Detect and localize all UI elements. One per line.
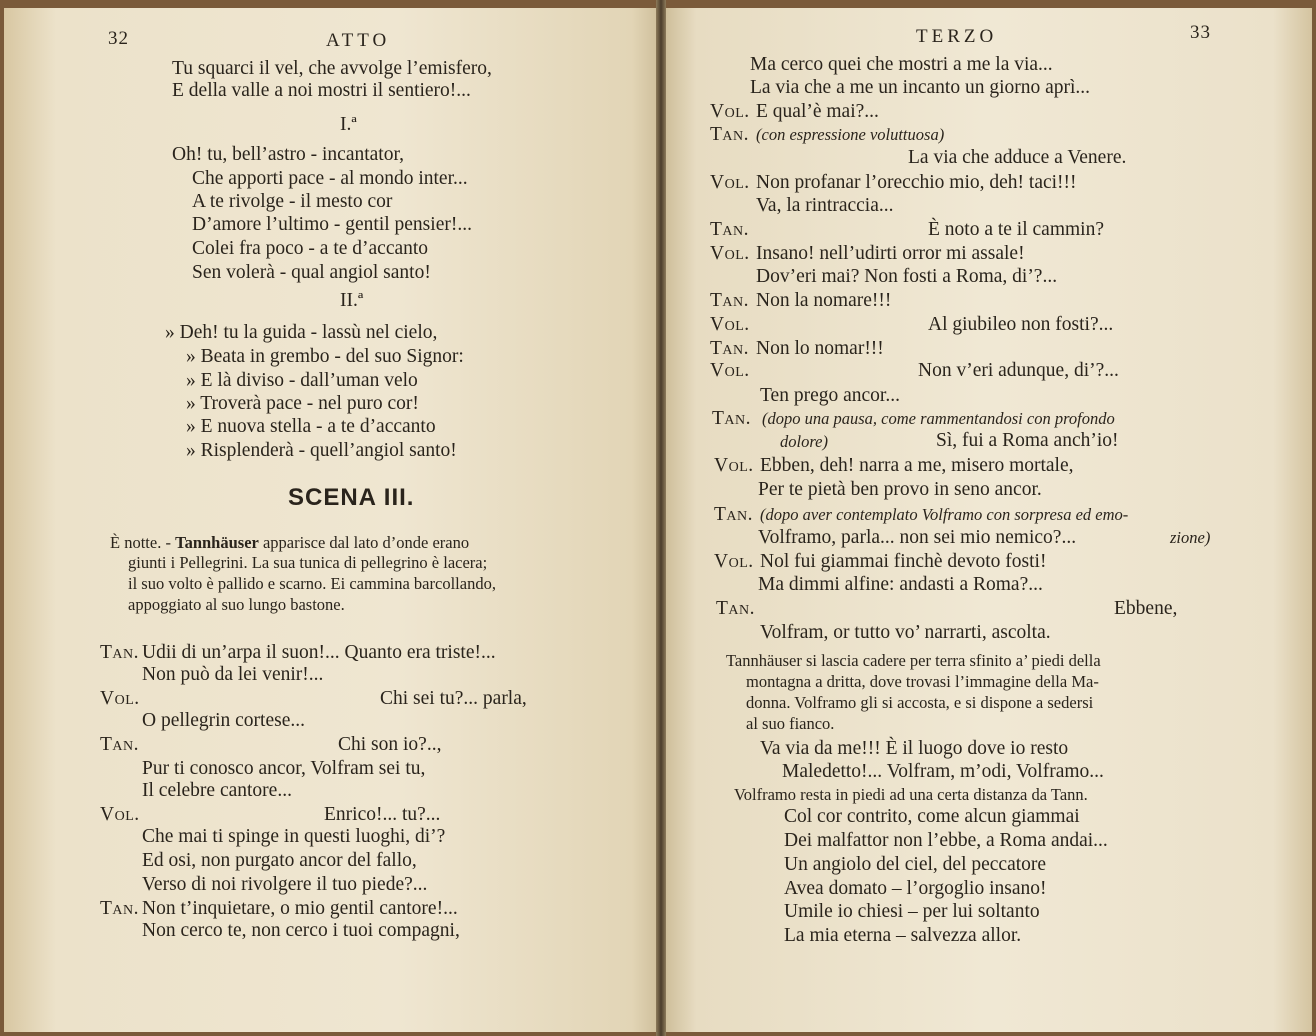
right-page-number: 33 <box>1190 22 1211 43</box>
verse-line: Oh! tu, bell’astro - incantator, <box>172 144 405 165</box>
dialogue-line: Per te pietà ben provo in seno ancor. <box>758 479 1042 500</box>
dialogue-line: La via che adduce a Venere. <box>908 147 1127 168</box>
dialogue-line: Volframo, parla... non sei mio nemico?... <box>758 527 1077 548</box>
right-stage-direction-2: Volframo resta in piedi ad una certa distanza da Tann. <box>734 785 1088 804</box>
verse-line: » Deh! tu la guida - lassù nel cielo, <box>165 322 438 343</box>
stage-direction-line: appoggiato al suo lungo bastone. <box>128 595 345 614</box>
dialogue-line: Nol fui giammai finchè devoto fosti! <box>760 551 1047 572</box>
verse-line: Colei fra poco - a te d’accanto <box>192 238 429 259</box>
dialogue-line: Non v’eri adunque, di’?... <box>918 360 1119 381</box>
verse-line: » Beata in grembo - del suo Signor: <box>186 346 464 367</box>
speaker-label: Tan. <box>100 734 140 755</box>
speaker-label: Vol. <box>714 551 754 572</box>
verse-line: Dei malfattor non l’ebbe, a Roma andai... <box>784 830 1108 851</box>
speaker-label: Tan. <box>716 598 756 619</box>
right-running-head: TERZO <box>916 26 998 47</box>
dialogue-line: Va, la rintraccia... <box>756 195 894 216</box>
stage-direction-line: dolore) <box>780 432 828 451</box>
stage-direction-line: montagna a dritta, dove trovasi l’immagine della Ma- <box>746 672 1099 691</box>
dialogue-line: Non lo nomar!!! <box>756 338 884 359</box>
speaker-label: Tan. <box>712 408 752 429</box>
verse-line: Col cor contrito, come alcun giammai <box>784 806 1080 827</box>
speaker-label: Vol. <box>710 360 750 381</box>
dialogue-line: Insano! nell’udirti orror mi assale! <box>756 243 1025 264</box>
dialogue-line: Ed osi, non purgato ancor del fallo, <box>142 850 417 871</box>
dialogue-line: Dov’eri mai? Non fosti a Roma, di’?... <box>756 266 1058 287</box>
speaker-label: Tan. <box>100 642 140 663</box>
dialogue-line: Non cerco te, non cerco i tuoi compagni, <box>142 920 460 941</box>
dialogue-line: Udii di un’arpa il suon!... Quanto era triste!... <box>142 642 496 663</box>
stage-direction-line: zione) <box>1170 528 1211 547</box>
speaker-label: Vol. <box>710 314 750 335</box>
verse-line: » Risplenderà - quell’angiol santo! <box>186 440 457 461</box>
speaker-label: Vol. <box>714 455 754 476</box>
verse-line: Umile io chiesi – per lui soltanto <box>784 901 1040 922</box>
dialogue-line: Ma dimmi alfine: andasti a Roma?... <box>758 574 1043 595</box>
stage-direction-line: il suo volto è pallido e scarno. Ei cammina barcollando, <box>128 574 496 593</box>
dialogue-line: Non la nomare!!! <box>756 290 892 311</box>
dialogue-line: Pur ti conosco ancor, Volfram sei tu, <box>142 758 426 779</box>
dialogue-line: Al giubileo non fosti?... <box>928 314 1114 335</box>
left-running-head: ATTO <box>326 30 391 51</box>
dialogue-line: Il celebre cantore... <box>142 780 292 801</box>
stage-direction-line: giunti i Pellegrini. La sua tunica di pellegrino è lacera; <box>128 553 488 572</box>
book-gutter <box>656 0 666 1036</box>
verse-line: A te rivolge - il mesto cor <box>192 191 393 212</box>
stage-direction-line: al suo fianco. <box>746 714 835 733</box>
speaker-label: Vol. <box>710 101 750 122</box>
speaker-label: Tan. <box>100 898 140 919</box>
speaker-label: Tan. <box>710 338 750 359</box>
verse-line: E della valle a noi mostri il sentiero!... <box>172 80 471 101</box>
speaker-label: Vol. <box>710 243 750 264</box>
scene-heading: SCENA III. <box>288 484 415 511</box>
dialogue-line: Enrico!... tu?... <box>324 804 441 825</box>
stage-direction-line: È notte. - Tannhäuser apparisce dal lato d’onde erano <box>110 533 470 552</box>
character-name: Tannhäuser <box>175 533 259 552</box>
left-page-number: 32 <box>108 28 129 49</box>
speaker-label: Vol. <box>710 172 750 193</box>
verse-line: D’amore l’ultimo - gentil pensier!... <box>192 214 472 235</box>
dialogue-line: Che mai ti spinge in questi luoghi, di’? <box>142 826 446 847</box>
dialogue-line: Sì, fui a Roma anch’io! <box>936 430 1119 451</box>
speaker-label: Vol. <box>100 804 140 825</box>
stage-direction-line: (dopo una pausa, come rammentandosi con profondo <box>762 409 1115 428</box>
dialogue-line: La via che a me un incanto un giorno aprì... <box>750 77 1091 98</box>
speaker-label: Tan. <box>714 504 754 525</box>
dialogue-line: Ebben, deh! narra a me, misero mortale, <box>760 455 1074 476</box>
dialogue-line: Ten prego ancor... <box>760 385 900 406</box>
stage-direction-line: Tannhäuser si lascia cadere per terra sfinito a’ piedi della <box>726 651 1101 670</box>
dialogue-line: Ma cerco quei che mostri a me la via... <box>750 54 1053 75</box>
speaker-label: Tan. <box>710 219 750 240</box>
dialogue-line: Chi son io?.., <box>338 734 442 755</box>
verse-line: Sen volerà - qual angiol santo! <box>192 262 431 283</box>
dialogue-line: Ebbene, <box>1114 598 1178 619</box>
verse-line: Va via da me!!! È il luogo dove io resto <box>760 738 1069 759</box>
dialogue-line: E qual’è mai?... <box>756 101 879 122</box>
dialogue-line: O pellegrin cortese... <box>142 710 305 731</box>
verse-line: II.ª <box>340 290 364 311</box>
verse-line: Tu squarci il vel, che avvolge l’emisfero, <box>172 58 492 79</box>
stage-direction-line: (dopo aver contemplato Volframo con sorpresa ed emo- <box>760 505 1129 524</box>
stage-direction-line: donna. Volframo gli si accosta, e si dispone a sedersi <box>746 693 1094 712</box>
dialogue-line: Non può da lei venir!... <box>142 664 324 685</box>
stage-direction-line: (con espressione voluttuosa) <box>756 125 945 144</box>
dialogue-line: Volfram, or tutto vo’ narrarti, ascolta. <box>760 622 1051 643</box>
dialogue-line: Verso di noi rivolgere il tuo piede?... <box>142 874 428 895</box>
verse-line: Che apporti pace - al mondo inter... <box>192 168 468 189</box>
verse-line: La mia eterna – salvezza allor. <box>784 925 1022 946</box>
speaker-label: Vol. <box>100 688 140 709</box>
verse-line: » E là diviso - dall’uman velo <box>186 370 418 391</box>
dialogue-line: È noto a te il cammin? <box>928 219 1104 240</box>
dialogue-line: Non t’inquietare, o mio gentil cantore!... <box>142 898 458 919</box>
verse-line: Un angiolo del ciel, del peccatore <box>784 854 1047 875</box>
verse-line: » E nuova stella - a te d’accanto <box>186 416 436 437</box>
speaker-label: Tan. <box>710 124 750 145</box>
verse-line: Maledetto!... Volfram, m’odi, Volframo... <box>782 761 1104 782</box>
dialogue-line: Chi sei tu?... parla, <box>380 688 527 709</box>
verse-line: I.ª <box>340 114 357 135</box>
verse-line: Avea domato – l’orgoglio insano! <box>784 878 1047 899</box>
verse-line: » Troverà pace - nel puro cor! <box>186 393 419 414</box>
dialogue-line: Non profanar l’orecchio mio, deh! taci!!! <box>756 172 1077 193</box>
speaker-label: Tan. <box>710 290 750 311</box>
